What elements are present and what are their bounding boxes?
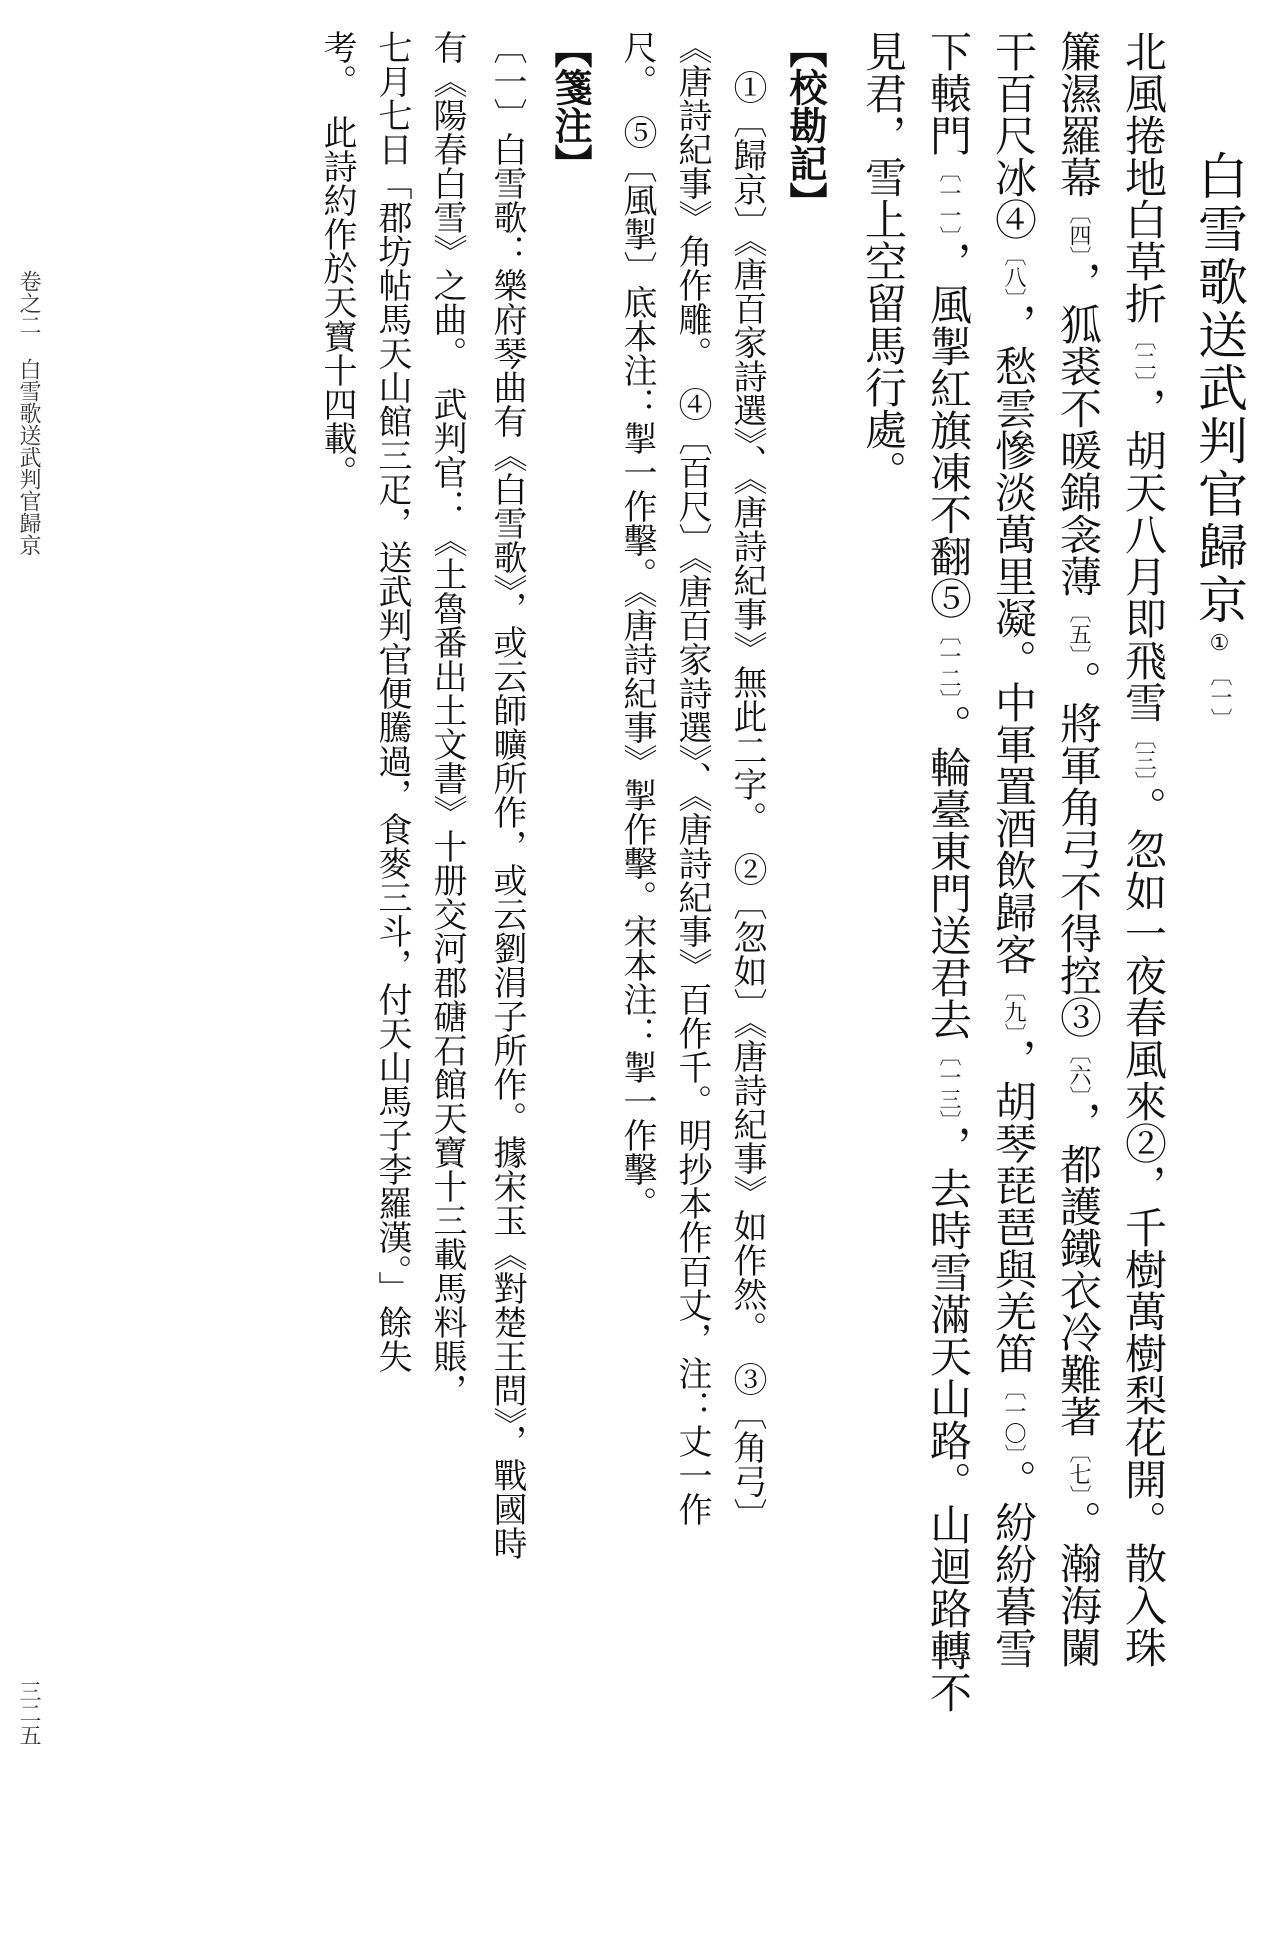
poem-text: 見君，雪上空留馬行處。 [859,30,908,492]
annotation-marker: 〔三〕 [1131,727,1156,782]
poem-line [924,30,973,1713]
poem-text: ，去時雪滿天山路。山迴路轉不 [924,1125,973,1713]
title-annotation-marker: 〔一〕 [1207,664,1232,730]
page-number: 三二五 [16,1680,41,1746]
annotation-marker: 〔四〕 [1066,202,1091,257]
collation-line: ①〔歸京〕《唐百家詩選》、《唐詩紀事》無此二字。 ②〔忽如〕《唐詩紀事》如作然。 ③〔角弓〕 [727,70,767,1532]
annotation-marker: 〔八〕 [1001,244,1026,299]
poem-text: 。瀚海闌 [1054,1500,1103,1668]
poem-line [859,30,908,492]
poem-text: 。將軍角弓不得控③ [1054,660,1103,1038]
annotation-heading: 【箋注】 [548,30,593,182]
annotation-line: 考。 此詩約作於天寶十四載。 [317,30,357,489]
poem-line [989,30,1038,1669]
page-title [1190,150,1248,734]
running-head: 卷之二 白雪歌送武判官歸京 [16,270,41,556]
annotation-marker: 〔九〕 [1001,979,1026,1034]
annotation-marker: 〔一一〕 [936,160,961,237]
title-collation-marker: ① [1207,631,1232,656]
annotation-line: 七月七日「郡坊帖馬天山館三疋，送武判官便騰過，食麥三斗，付天山馬子李羅漢。」餘失 [372,30,412,1373]
poem-text: 北風捲地白草折 [1119,30,1168,324]
poem-text: ，狐裘不暖錦衾薄 [1054,261,1103,597]
poem-text: ，胡琴琵琶與羌笛 [989,1038,1038,1374]
annotation-marker: 〔一三〕 [936,1044,961,1121]
annotation-marker: 〔二〕 [1131,328,1156,383]
poem-text: 下轅門 [924,30,973,156]
poem-text: ，愁雲慘淡萬里凝。中軍置酒飲歸客 [989,303,1038,975]
annotation-marker: 〔七〕 [1066,1441,1091,1496]
poem-text: 。紛紛暮雪 [989,1459,1038,1669]
poem-text: ，都護鐵衣冷難著 [1054,1101,1103,1437]
poem-text: 。忽如一夜春風來②，千樹萬樹梨花開。散入珠 [1119,786,1168,1668]
poem-line [1119,30,1168,1668]
poem-text: ，胡天八月即飛雪 [1119,387,1168,723]
annotation-marker: 〔六〕 [1066,1042,1091,1097]
annotation-marker: 〔一〇〕 [1001,1378,1026,1455]
annotation-line: 有《陽春白雪》之曲。 武判官：《土魯番出土文書》十册交河郡磄石館天寶十三載馬料賬， [427,30,467,1407]
poem-text: 干百尺冰④ [989,30,1038,240]
collation-line: 尺。 ⑤〔風掣〕底本注：掣一作擊。《唐詩紀事》掣作擊。宋本注：掣一作擊。 [617,30,657,1220]
title-text: 白雪歌送武判官歸京 [1190,150,1248,627]
poem-text: ，風掣紅旗凍不翻⑤ [924,241,973,619]
collation-line: 《唐詩紀事》角作雕。 ④〔百尺〕《唐百家詩選》、《唐詩紀事》百作千。明抄本作百丈，注：丈一作 [672,30,712,1526]
annotation-marker: 〔五〕 [1066,601,1091,656]
poem-text: 。輪臺東門送君去 [924,704,973,1040]
poem-text: 簾濕羅幕 [1054,30,1103,198]
collation-heading: 【校勘記】 [783,30,828,220]
poem-line [1054,30,1103,1668]
annotation-marker: 〔一二〕 [936,623,961,700]
annotation-line: 〔一〕白雪歌：樂府琴曲有《白雪歌》，或云師曠所作，或云劉涓子所作。據宋玉《對楚王問》，戰國時 [487,30,527,1560]
